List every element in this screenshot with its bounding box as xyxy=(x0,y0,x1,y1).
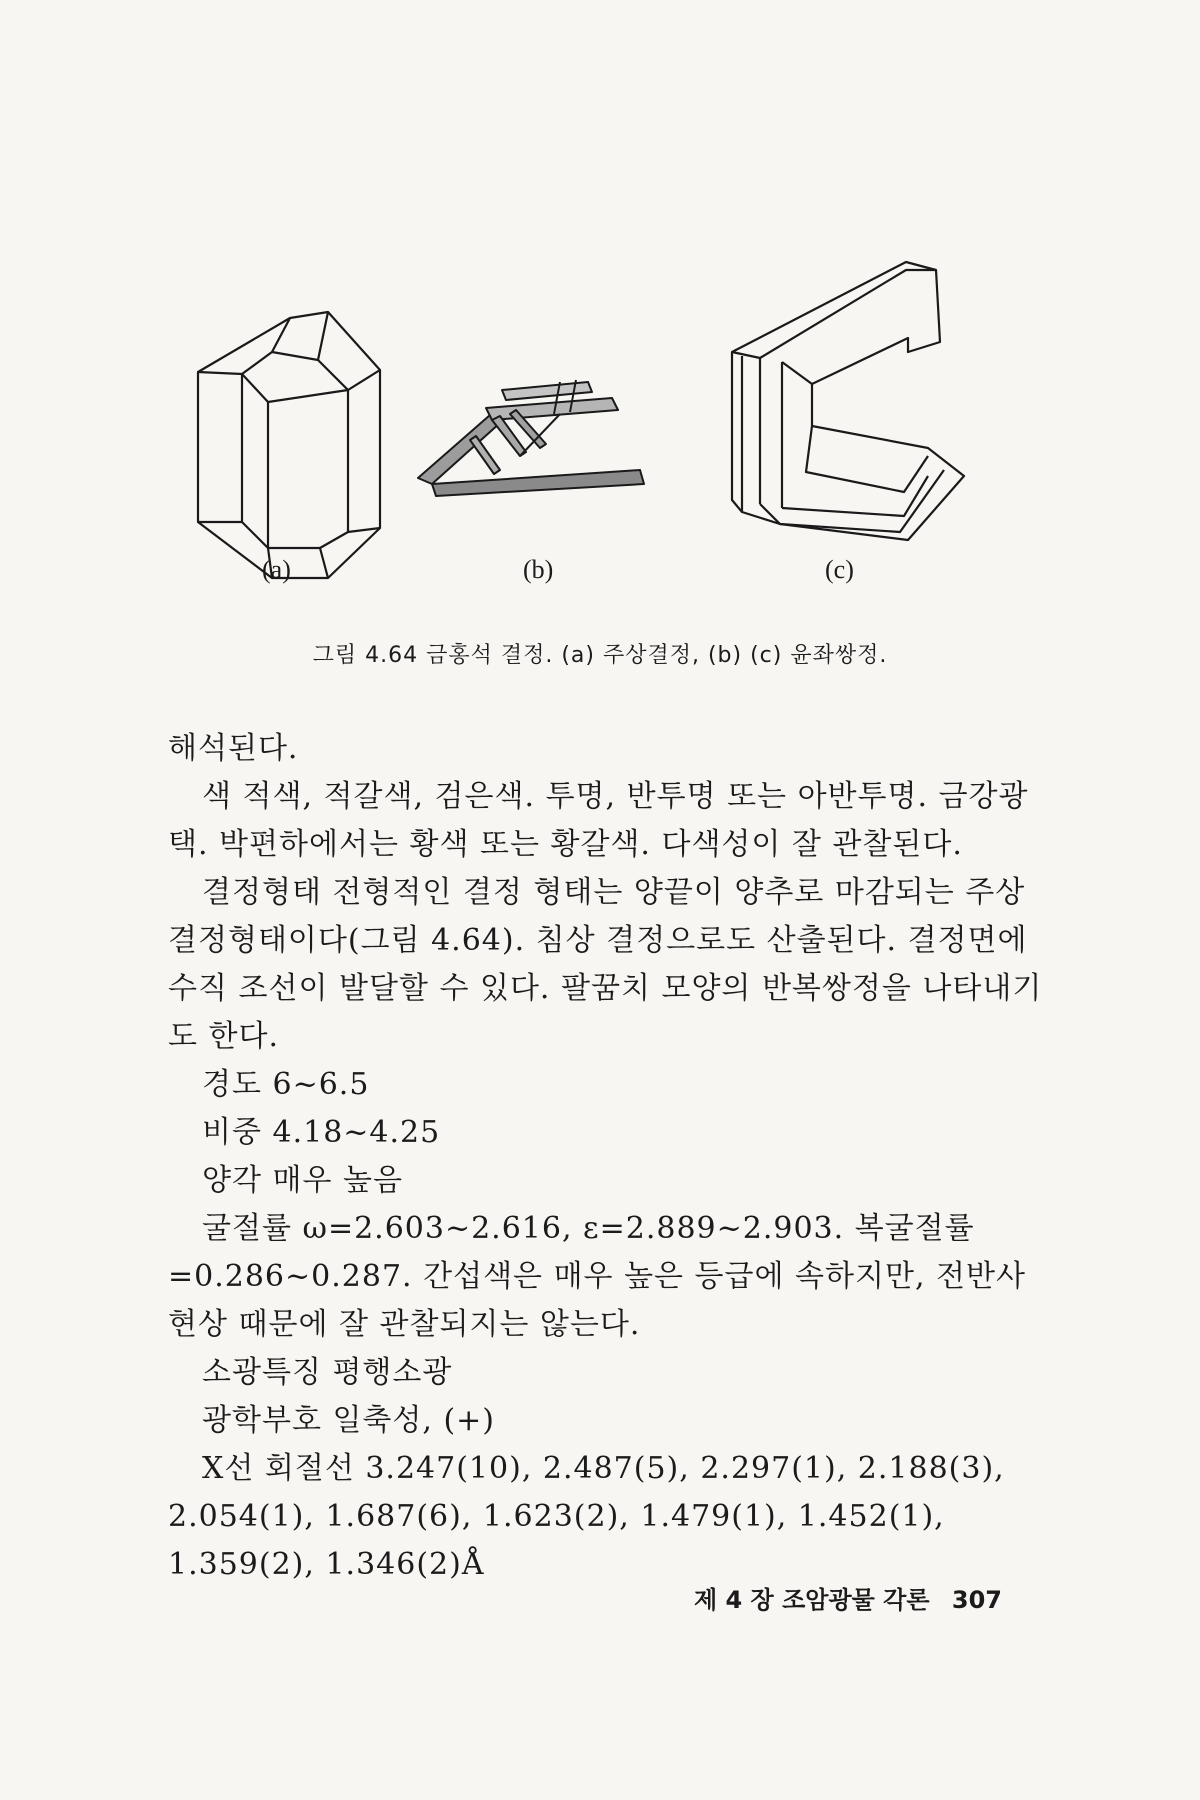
property-specific-gravity: 비중 4.18~4.25 xyxy=(202,1115,441,1150)
figure-label-c: (c) xyxy=(825,555,854,584)
property-relief: 양각 매우 높음 xyxy=(202,1163,403,1198)
chapter-title: 제 4 장 조암광물 각론 xyxy=(693,1586,930,1614)
page-footer xyxy=(694,1580,1002,1615)
crystal-c-drawing xyxy=(732,262,964,540)
figure-caption: 그림 4.64 금홍석 결정. (a) 주상결정, (b) (c) 윤좌쌍정. xyxy=(312,643,888,668)
crystal-b-drawing xyxy=(418,380,644,496)
figure-label-a: (a) xyxy=(262,555,291,584)
paragraph-color: 색 적색, 적갈색, 검은색. 투명, 반투명 또는 아반투명. 금강광택. 박편하에서는 황색 또는 황갈색. 다색성이 잘 관찰된다. xyxy=(168,779,1029,862)
figure-crystals xyxy=(0,0,1200,640)
property-hardness: 경도 6~6.5 xyxy=(202,1067,370,1102)
crystal-drawings xyxy=(0,0,1200,640)
property-xray-lines: X선 회절선 3.247(10), 2.487(5), 2.297(1), 2.188(3), 2.054(1), 1.687(6), 1.623(2), 1.479(1), 1.452(1), 1.359(2), 1.346(2)Å xyxy=(168,1451,1005,1582)
property-extinction: 소광특징 평행소광 xyxy=(202,1355,453,1390)
page-number: 307 xyxy=(951,1586,1002,1614)
paragraph-continuation: 해석된다. xyxy=(168,731,299,766)
crystal-a-drawing xyxy=(198,312,380,578)
figure-label-b: (b) xyxy=(523,555,554,584)
property-optic-sign: 광학부호 일축성, (+) xyxy=(202,1403,496,1438)
body-text xyxy=(168,725,1048,1589)
property-refractive-index: 굴절률 ω=2.603~2.616, ε=2.889~2.903. 복굴절률=0.286~0.287. 간섭색은 매우 높은 등급에 속하지만, 전반사 현상 때문에 잘 관찰되지는 않는다. xyxy=(168,1211,1026,1342)
paragraph-crystal-form: 결정형태 전형적인 결정 형태는 양끝이 양추로 마감되는 주상결정형태이다(그림 4.64). 침상 결정으로도 산출된다. 결정면에 수직 조선이 발달할 수 있다. 팔꿈치 모양의 반복쌍정을 나타내기도 한다. xyxy=(168,875,1043,1054)
